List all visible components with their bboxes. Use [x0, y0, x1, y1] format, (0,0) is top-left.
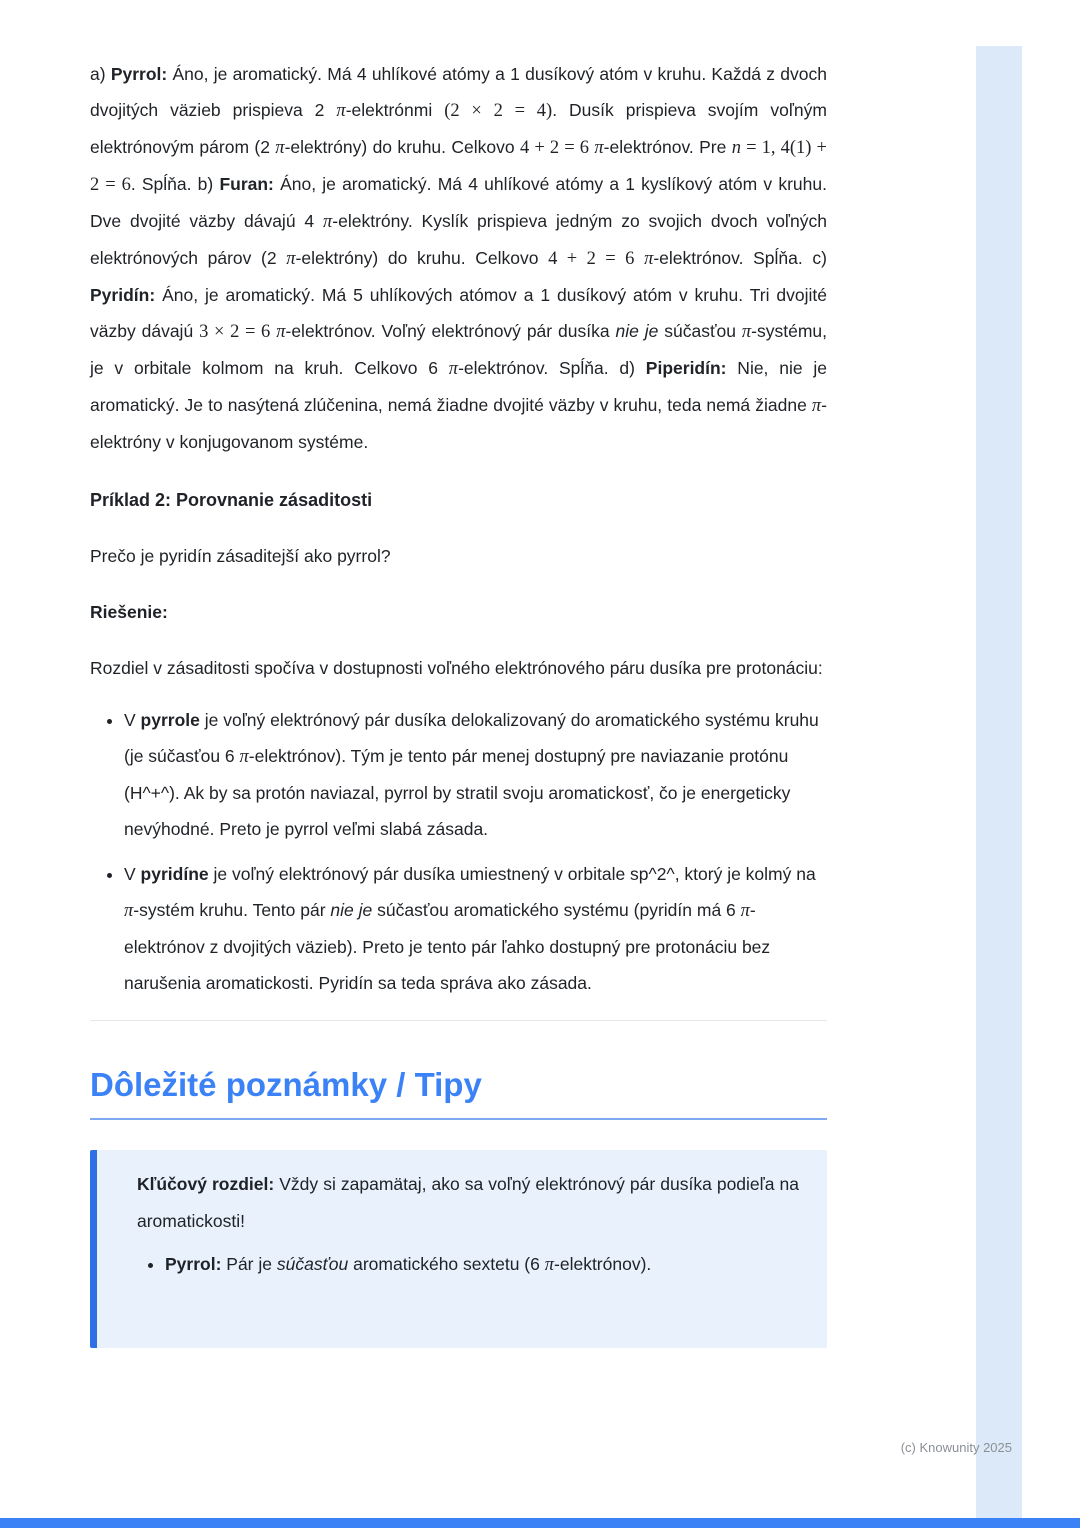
- solution-label: Riešenie:: [90, 602, 168, 622]
- paragraph-aromaticity-solution: a) Pyrrol: Áno, je aromatický. Má 4 uhlíkové atómy a 1 dusíkový atóm v kruhu. Každá z dvoch dvojitých väzieb prispieva 2 π-elektrónmi (2 × 2 = 4). Dusík prispieva svojím voľným elektrónovým párom (2 π-elektróny) do kruhu. Celkovo 4 + 2 = 6 π-elektrónov. Pre n = 1, 4(1) + 2 = 6. Spĺňa. b) Furan: Áno, je aromatický. Má 4 uhlíkové atómy a 1 kyslíkový atóm v kruhu. Dve dvojité väzby dávajú 4 π-elektróny. Kyslík prispieva jedným zo svojich dvoch voľných elektrónových párov (2 π-elektróny) do kruhu. Celkovo 4 + 2 = 6 π-elektrónov. Spĺňa. c) Pyridín: Áno, je aromatický. Má 5 uhlíkových atómov a 1 dusíkový atóm v kruhu. Tri dvojité väzby dávajú 3 × 2 = 6 π-elektrónov. Voľný elektrónový pár dusíka nie je súčasťou π-systému, je v orbitale kolmom na kruh. Celkovo 6 π-elektrónov. Spĺňa. d) Piperidín: Nie, nie je aromatický. Je to nasýtená zlúčenina, nemá žiadne dvojité väzby v kruhu, teda nemá žiadne π-elektróny v konjugovanom systéme.: [90, 64, 828, 452]
- callout-list: [137, 1246, 799, 1284]
- notes-heading: Dôležité poznámky / Tipy: [90, 1066, 482, 1103]
- list-item-pyrrole: • V pyrrole je voľný elektrónový pár dusíka delokalizovaný do aromatického systému kruhu (je súčasťou 6 π-elektrónov). Tým je tento pár menej dostupný pre naviazanie protónu (H^+^). Ak by sa protón naviazal, pyrrol by stratil svoju aromatickosť, čo je energeticky nevýhodné. Preto je pyrrol veľmi slabá zásada.: [124, 702, 827, 847]
- callout-list-item-pyrrole: • Pyrrol: Pár je súčasťou aromatického sextetu (6 π-elektrónov).: [165, 1246, 799, 1284]
- section-divider: [90, 1020, 827, 1021]
- page-edge-strip: [976, 46, 1022, 1518]
- callout-paragraph: Kľúčový rozdiel: Vždy si zapamätaj, ako sa voľný elektrónový pár dusíka podieľa na aromatickosti!: [137, 1174, 799, 1231]
- basicity-intro-paragraph: Rozdiel v zásaditosti spočíva v dostupnosti voľného elektrónového páru dusíka pre protonáciu:: [90, 658, 823, 678]
- key-difference-callout: [90, 1150, 827, 1348]
- heading-underline: [90, 1118, 827, 1120]
- example2-heading: Príklad 2: Porovnanie zásaditosti: [90, 490, 373, 510]
- basicity-list: [90, 702, 827, 1001]
- page-bottom-bar: [0, 1518, 1080, 1528]
- document-content: [90, 56, 827, 1348]
- list-item-pyridine: • V pyridíne je voľný elektrónový pár dusíka umiestnený v orbitale sp^2^, ktorý je kolmý na π-systém kruhu. Tento pár nie je súčasťou aromatického systému (pyridín má 6 π-elektrónov z dvojitých väzieb). Preto je tento pár ľahko dostupný pre protonáciu bez narušenia aromatickosti. Pyridín sa teda správa ako zásada.: [124, 856, 827, 1001]
- question-paragraph: Prečo je pyridín zásaditejší ako pyrrol?: [90, 546, 391, 566]
- watermark: (c) Knowunity 2025: [900, 1440, 1012, 1455]
